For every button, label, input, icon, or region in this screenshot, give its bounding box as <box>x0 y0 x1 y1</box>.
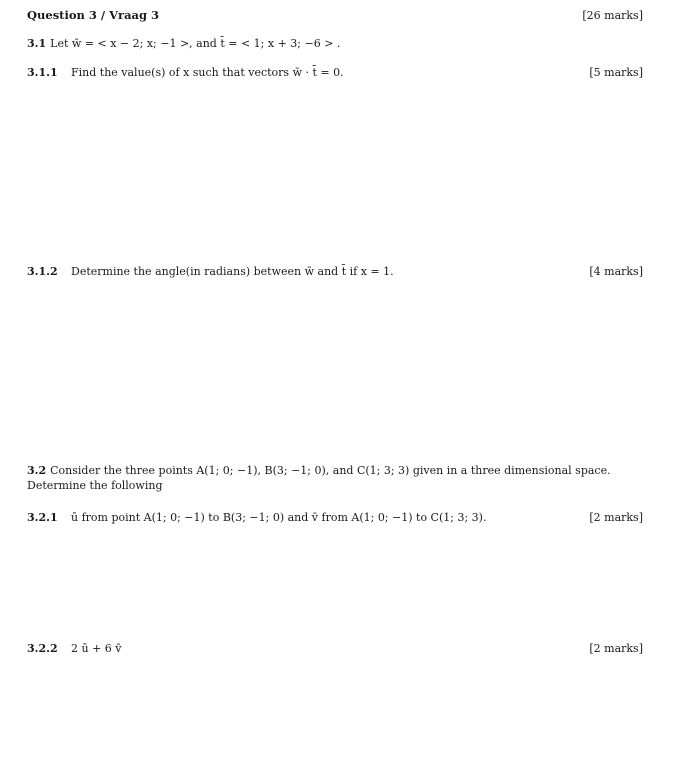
question-3-2-2-text: 2 ū + 6 v̄ <box>71 642 122 655</box>
question-3-1-1-marks: [5 marks] <box>589 66 643 79</box>
question-3-1-1-number: 3.1.1 <box>27 66 58 79</box>
question-3-2-1-number: 3.2.1 <box>27 511 58 524</box>
question-3-2-number: 3.2 <box>27 464 47 477</box>
question-header <box>27 8 643 22</box>
question-3-1-2-marks: [4 marks] <box>589 265 643 278</box>
question-3-2-2-marks: [2 marks] <box>589 642 643 655</box>
question-3-2-1-marks: [2 marks] <box>589 511 643 524</box>
question-3-2 <box>27 463 643 493</box>
question-3-1-2 <box>27 265 643 278</box>
question-title: Question 3 / Vraag 3 <box>27 8 160 22</box>
question-3-1-1-text: Find the value(s) of x such that vectors w̄ · t̄ = 0. <box>71 66 344 79</box>
question-3-1-number: 3.1 <box>27 37 47 50</box>
question-3-2-1-text: ū from point A(1; 0; −1) to B(3; −1; 0) and v̄ from A(1; 0; −1) to C(1; 3; 3). <box>71 511 487 524</box>
question-3-1-1 <box>27 66 643 79</box>
question-3-1 <box>27 37 643 50</box>
question-3-1-2-number: 3.1.2 <box>27 265 58 278</box>
question-3-2-text: Consider the three points A(1; 0; −1), B(3; −1; 0), and C(1; 3; 3) given in a three dimensional space. Determine the following <box>27 464 611 492</box>
question-3-2-2-number: 3.2.2 <box>27 642 58 655</box>
question-3-2-2 <box>27 642 643 655</box>
total-marks: [26 marks] <box>582 9 643 22</box>
question-3-1-2-text: Determine the angle(in radians) between w̄ and t̄ if x = 1. <box>71 265 394 278</box>
question-3-2-1 <box>27 511 643 524</box>
question-3-1-text: Let w̄ = < x − 2; x; −1 >, and t̄ = < 1; x + 3; −6 > . <box>50 37 341 50</box>
